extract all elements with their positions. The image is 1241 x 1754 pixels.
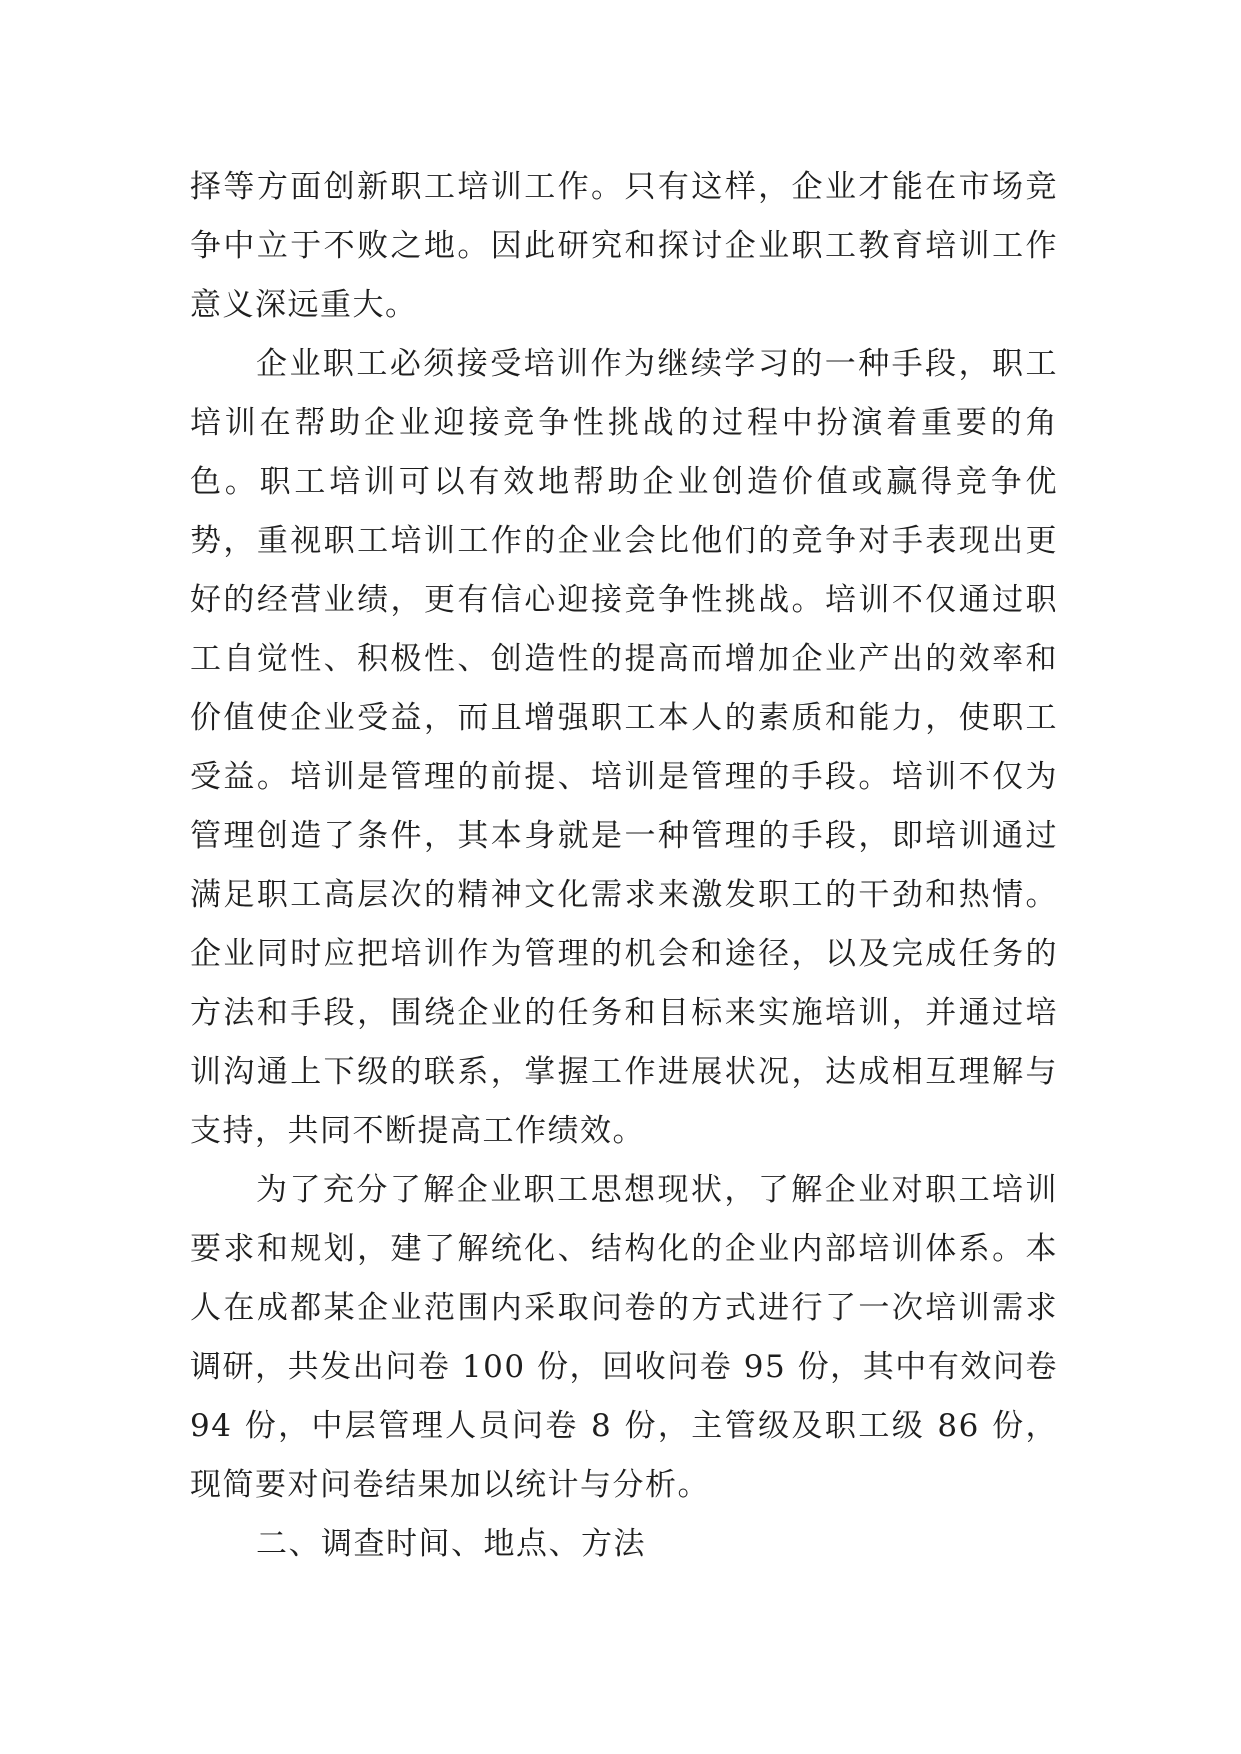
paragraph-survey-description: 为了充分了解企业职工思想现状，了解企业对职工培训要求和规划，建了解统化、结构化的企业内部培训体系。本人在成都某企业范围内采取问卷的方式进行了一次培训需求调研，共发出问卷 100 份，回收问卷 95 份，其中有效问卷 94 份，中层管理人员问卷 8 份，主管级及职工级 86 份，现简要对问卷结果加以统计与分析。: [190, 1172, 1058, 1503]
paragraph-intro-continued: 择等方面创新职工培训工作。只有这样，企业才能在市场竞争中立于不败之地。因此研究和探讨企业职工教育培训工作意义深远重大。: [190, 169, 1058, 323]
section-heading-survey-method: 二、调查时间、地点、方法: [256, 1526, 646, 1562]
paragraph-training-importance: 企业职工必须接受培训作为继续学习的一种手段，职工培训在帮助企业迎接竞争性挑战的过程中扮演着重要的角色。职工培训可以有效地帮助企业创造价值或赢得竞争优势，重视职工培训工作的企业会比他们的竞争对手表现出更好的经营业绩，更有信心迎接竞争性挑战。培训不仅通过职工自觉性、积极性、创造性的提高而增加企业产出的效率和价值使企业受益，而且增强职工本人的素质和能力，使职工受益。培训是管理的前提、培训是管理的手段。培训不仅为管理创造了条件，其本身就是一种管理的手段，即培训通过满足职工高层次的精神文化需求来激发职工的干劲和热情。企业同时应把培训作为管理的机会和途径，以及完成任务的方法和手段，围绕企业的任务和目标来实施培训，并通过培训沟通上下级的联系，掌握工作进展状况，达成相互理解与支持，共同不断提高工作绩效。: [190, 346, 1058, 1149]
body-text: [190, 158, 1058, 1574]
